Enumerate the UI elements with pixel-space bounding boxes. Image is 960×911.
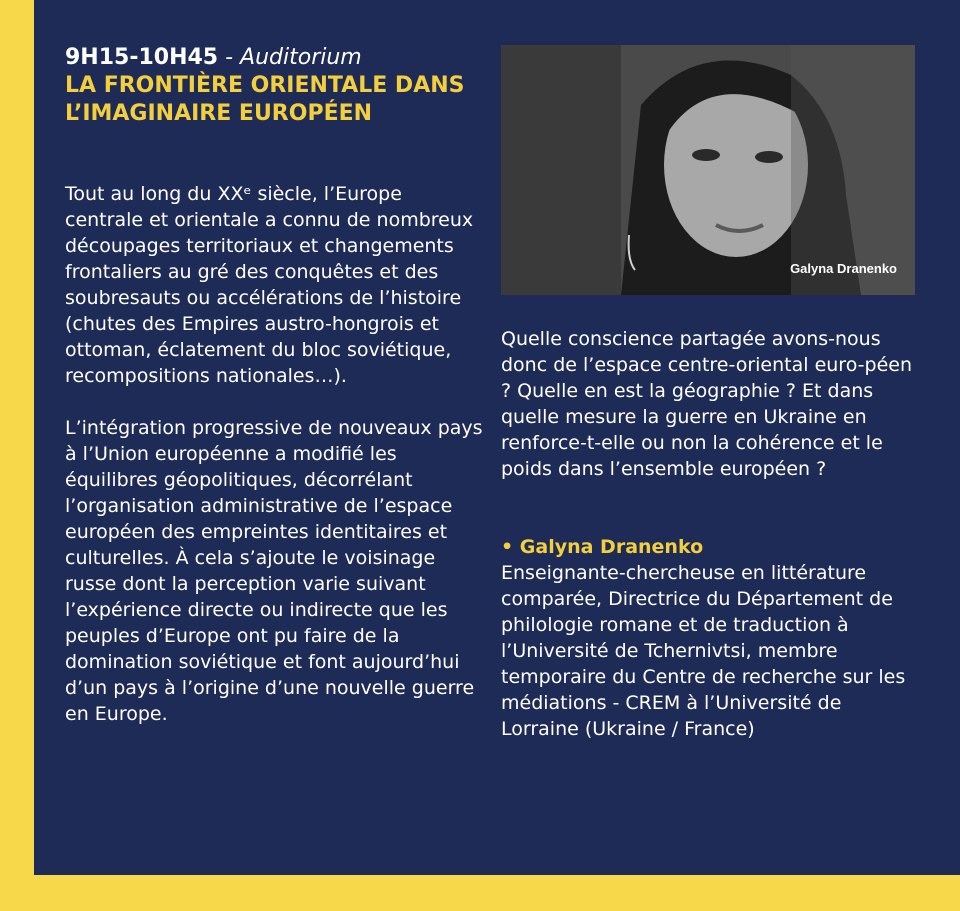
left-column — [65, 44, 485, 727]
content-panel — [34, 0, 960, 875]
bullet-icon: • — [501, 536, 514, 558]
questions-paragraph: Quelle conscience partagée avons-nous donc de l’espace centre-oriental euro-péen ? Quelle en est la géographie ? Et dans quelle mesure la guerre en Ukraine en renforce-t-elle ou non la cohérence et le poids dans l’ensemble européen ? — [501, 328, 913, 480]
portrait-illustration — [501, 45, 915, 295]
right-column — [501, 44, 921, 742]
context-paragraph: L’intégration progressive de nouveaux pays à l’Union européenne a modifié les équilibres géopolitiques, décorrélant l’organisation administrative de l’espace européen des empreintes identitaires et culturelles. À cela s’ajoute le voisinage russe dont la perception varie suivant l’expérience directe ou indirecte que les peuples d’Europe ont pu faire de la domination soviétique et font aujourd’hui d’un pays à l’origine d’une nouvelle guerre en Europe. — [65, 417, 483, 725]
session-time: 9H15-10H45 — [65, 45, 219, 70]
photo-caption: Galyna Dranenko — [790, 261, 897, 276]
session-title-line-2: L’IMAGINAIRE EUROPÉEN — [65, 101, 373, 126]
speaker-bio: Enseignante-chercheuse en littérature comparée, Directrice du Département de philologie romane et de traduction à l’Université de Tchernivtsi, membre temporaire du Centre de recherche sur les médiations - CREM à l’Université de Lorraine (Ukraine / France) — [501, 562, 906, 740]
session-header — [65, 44, 485, 72]
intro-paragraph: Tout au long du XXᵉ siècle, l’Europe centrale et orientale a connu de nombreux découpages territoriaux et changements frontaliers au gré des conquêtes et des soubresauts ou accélérations de l’histoire (chutes des Empires austro-hongrois et ottoman, éclatement du bloc soviétique, recompositions nationales…). — [65, 183, 474, 387]
session-separator: - — [218, 45, 241, 70]
session-place: Auditorium — [240, 45, 362, 70]
speaker-name: Galyna Dranenko — [519, 536, 704, 558]
speaker-photo — [501, 45, 915, 295]
speaker-name-line — [501, 534, 921, 560]
session-title-line-1: LA FRONTIÈRE ORIENTALE DANS — [65, 73, 465, 98]
